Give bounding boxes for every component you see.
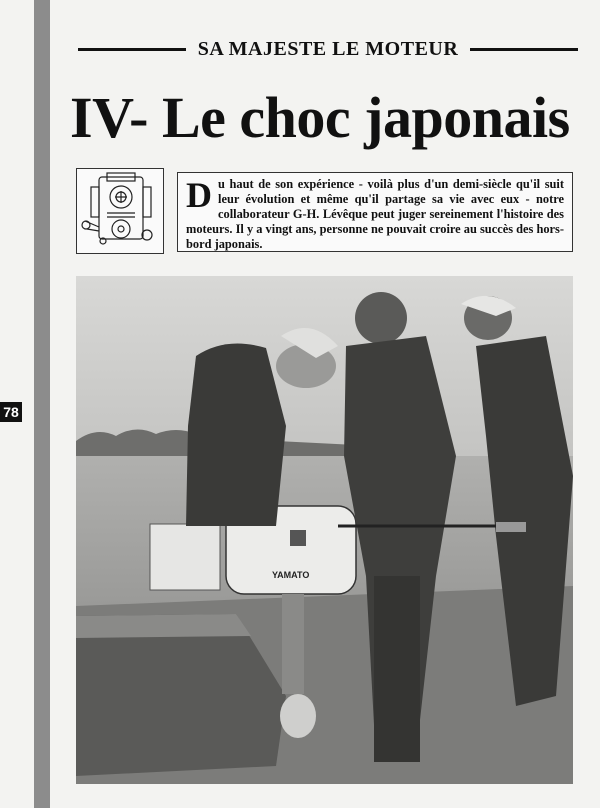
engine-drawing — [76, 168, 164, 254]
outboard-motor-photo — [76, 276, 573, 784]
kicker-rule-right — [470, 48, 578, 51]
motor-brand-label: YAMATO — [272, 570, 310, 580]
drop-cap: D — [186, 175, 212, 215]
intro-paragraph — [177, 172, 573, 252]
page-number: 78 — [0, 402, 22, 422]
page-margin-bar — [34, 0, 50, 808]
engine-diagram-icon — [77, 169, 163, 253]
article-photo — [76, 276, 573, 784]
section-kicker — [78, 36, 578, 62]
article-headline: IV- Le choc japonais — [70, 85, 570, 150]
kicker-text: SA MAJESTE LE MOTEUR — [197, 37, 459, 60]
intro-text: u haut de son expérience - voilà plus d'un demi-siècle qu'il suit leur évolution et même qu'il partage sa vie avec eux - notre collaborateur G-H. Lévêque peut juger sereinement l'histoire des moteurs. Il y a vingt ans, personne ne pouvait croire au succès des hors-bord japonais. — [186, 177, 564, 251]
kicker-rule-left — [78, 48, 186, 51]
